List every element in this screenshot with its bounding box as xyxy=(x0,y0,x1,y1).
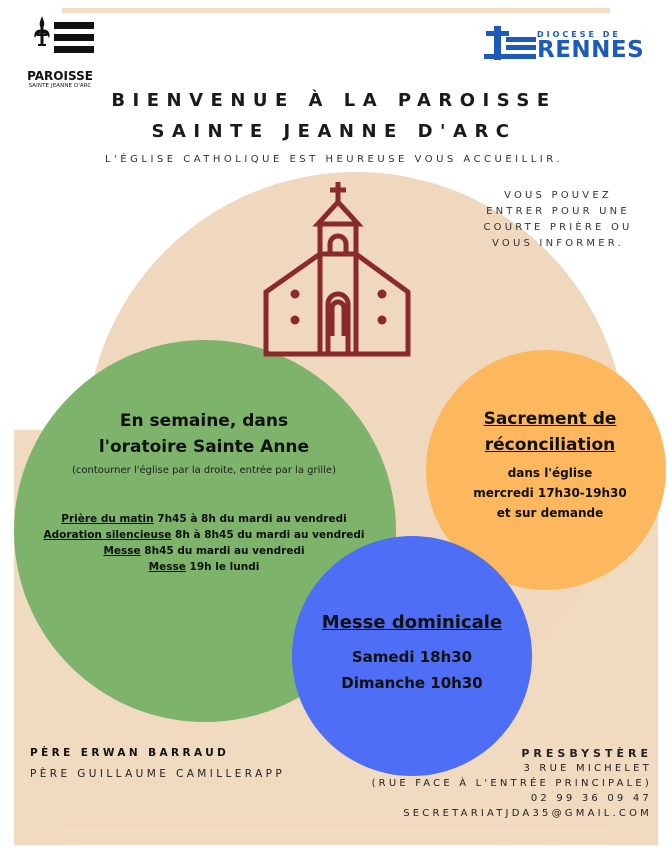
invite-line: COURTE PRIÈRE OU xyxy=(483,222,633,233)
schedule-item: Messe 19h le lundi xyxy=(148,561,260,573)
church-icon xyxy=(262,180,412,358)
invite-line: VOUS POUVEZ xyxy=(504,190,612,201)
sunday-mass-times: Samedi 18h30 Dimanche 10h30 xyxy=(341,648,483,692)
schedule-item: Adoration silencieuse 8h à 8h45 du mardi au vendredi xyxy=(43,529,365,541)
diocese-label: DIOCESE DE xyxy=(537,30,621,39)
priest-name: PÈRE GUILLAUME CAMILLERAPP xyxy=(30,768,286,780)
presbytere-address: 3 RUE MICHELET xyxy=(523,763,652,774)
presbytere-phone: 02 99 36 09 47 xyxy=(530,793,652,804)
presbytere-heading: PRESBYSTÈRE xyxy=(521,747,652,760)
weekday-note: (contourner l'église par la droite, entrée par la grille) xyxy=(72,465,336,476)
page-title-line2: SAINTE JEANNE D'ARC xyxy=(151,121,517,142)
diocese-cross-logo-icon xyxy=(484,26,536,62)
invite-text xyxy=(470,188,646,252)
page-subtitle: L'ÉGLISE CATHOLIQUE EST HEUREUSE VOUS ACCUEILLIR. xyxy=(104,154,563,165)
presbytere-info xyxy=(300,746,652,821)
fleur-de-lis-logo-icon xyxy=(30,14,96,70)
invite-line: ENTRER POUR UNE xyxy=(486,206,630,217)
diocese-name: RENNES xyxy=(537,37,645,63)
sunday-mass-heading: Messe dominicale xyxy=(321,612,503,633)
invite-line: VOUS INFORMER. xyxy=(492,238,624,249)
presbytere-email: SECRETARIATJDA35@GMAIL.COM xyxy=(403,808,652,819)
schedule-item: Messe 8h45 du mardi au vendredi xyxy=(103,545,305,557)
reconciliation-heading: Sacrement de réconciliation xyxy=(483,409,617,455)
reconciliation-details: dans l'église mercredi 17h30-19h30 et sur demande xyxy=(473,466,627,520)
top-divider xyxy=(62,8,610,13)
parish-logo-subtitle: SAINTE JEANNE D'ARC xyxy=(28,83,92,89)
page-title-line1: BIENVENUE À LA PAROISSE xyxy=(111,90,557,111)
weekday-schedule xyxy=(14,511,394,575)
weekday-heading: En semaine, dans l'oratoire Sainte Anne xyxy=(98,411,310,457)
schedule-item: Prière du matin 7h45 à 8h du mardi au vendredi xyxy=(61,513,347,525)
presbytere-note: (RUE FACE À L'ENTRÉE PRINCIPALE) xyxy=(371,778,652,789)
bottom-divider xyxy=(62,829,610,834)
parish-logo-title: PAROISSE xyxy=(27,69,93,83)
priest-name: PÈRE ERWAN BARRAUD xyxy=(30,747,230,759)
